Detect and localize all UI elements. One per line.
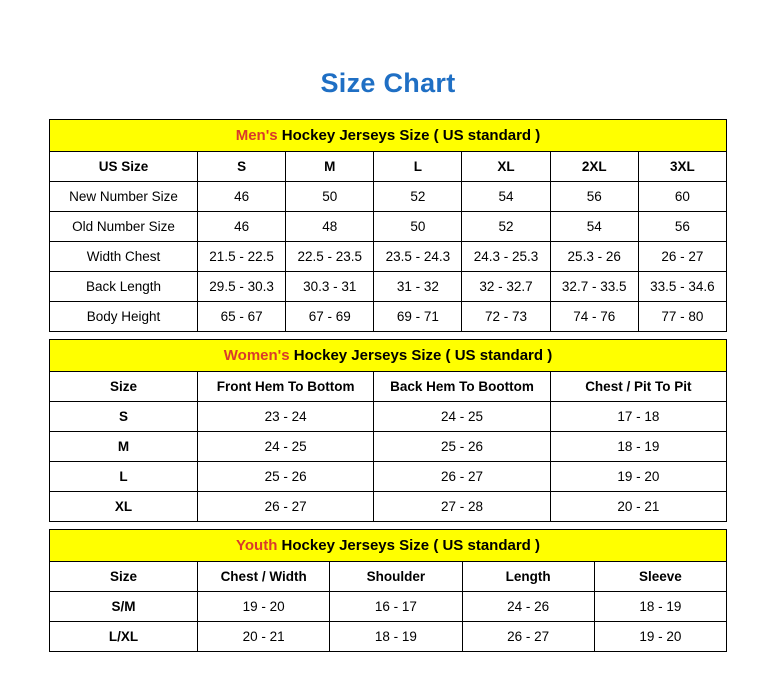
mens-col-2: M: [286, 152, 374, 182]
youth-col-0: Size: [50, 562, 198, 592]
table-row: [50, 432, 727, 462]
womens-row-1-val-2: 18 - 19: [550, 432, 726, 462]
womens-section-header: [50, 340, 727, 372]
youth-row-0-val-0: 19 - 20: [198, 592, 330, 622]
womens-row-1-label: M: [50, 432, 198, 462]
womens-column-header-row: [50, 372, 727, 402]
youth-row-1-val-3: 19 - 20: [594, 622, 726, 652]
youth-col-4: Sleeve: [594, 562, 726, 592]
mens-row-2-val-5: 26 - 27: [638, 242, 726, 272]
table-row: [50, 462, 727, 492]
table-row: [50, 492, 727, 522]
page-title: Size Chart: [320, 68, 456, 98]
mens-row-3-label: Back Length: [50, 272, 198, 302]
mens-row-0-val-4: 56: [550, 182, 638, 212]
mens-row-3-val-3: 32 - 32.7: [462, 272, 550, 302]
womens-row-0-val-1: 24 - 25: [374, 402, 550, 432]
mens-row-1-val-4: 54: [550, 212, 638, 242]
mens-row-0-val-0: 46: [198, 182, 286, 212]
mens-row-3-val-2: 31 - 32: [374, 272, 462, 302]
mens-section-accent: Men's: [235, 127, 278, 144]
mens-row-4-val-3: 72 - 73: [462, 302, 550, 332]
womens-col-2: Back Hem To Boottom: [374, 372, 550, 402]
womens-section-rest: Hockey Jerseys Size ( US standard ): [289, 347, 553, 364]
womens-row-2-label: L: [50, 462, 198, 492]
womens-section-accent: Women's: [223, 347, 290, 364]
mens-col-1: S: [198, 152, 286, 182]
table-row: [50, 212, 727, 242]
mens-row-1-val-5: 56: [638, 212, 726, 242]
womens-row-3-val-0: 26 - 27: [198, 492, 374, 522]
mens-row-2-val-1: 22.5 - 23.5: [286, 242, 374, 272]
mens-row-4-val-5: 77 - 80: [638, 302, 726, 332]
womens-row-0-label: S: [50, 402, 198, 432]
youth-section-rest: Hockey Jerseys Size ( US standard ): [277, 537, 540, 554]
mens-row-3-val-1: 30.3 - 31: [286, 272, 374, 302]
mens-col-6: 3XL: [638, 152, 726, 182]
mens-col-0: US Size: [50, 152, 198, 182]
mens-row-0-val-5: 60: [638, 182, 726, 212]
mens-row-4-val-2: 69 - 71: [374, 302, 462, 332]
mens-row-0-label: New Number Size: [50, 182, 198, 212]
womens-row-3-label: XL: [50, 492, 198, 522]
mens-section-header-row: [50, 120, 727, 152]
spacer-women-youth: [49, 522, 727, 529]
womens-row-3-val-1: 27 - 28: [374, 492, 550, 522]
womens-row-1-val-0: 24 - 25: [198, 432, 374, 462]
youth-section-header-row: [50, 530, 727, 562]
mens-row-4-val-4: 74 - 76: [550, 302, 638, 332]
mens-row-2-val-0: 21.5 - 22.5: [198, 242, 286, 272]
table-row: [50, 272, 727, 302]
spacer-men-women: [49, 332, 727, 339]
mens-row-2-val-4: 25.3 - 26: [550, 242, 638, 272]
youth-row-0-val-1: 16 - 17: [330, 592, 462, 622]
youth-section-accent: Youth: [236, 537, 278, 554]
womens-col-3: Chest / Pit To Pit: [550, 372, 726, 402]
mens-row-1-val-3: 52: [462, 212, 550, 242]
table-row: [50, 182, 727, 212]
table-row: [50, 622, 727, 652]
mens-section-rest: Hockey Jerseys Size ( US standard ): [277, 127, 541, 144]
mens-row-4-label: Body Height: [50, 302, 198, 332]
mens-row-3-val-5: 33.5 - 34.6: [638, 272, 726, 302]
youth-row-1-val-1: 18 - 19: [330, 622, 462, 652]
youth-row-0-label: S/M: [50, 592, 198, 622]
youth-column-header-row: [50, 562, 727, 592]
youth-col-1: Chest / Width: [198, 562, 330, 592]
womens-row-0-val-2: 17 - 18: [550, 402, 726, 432]
mens-row-3-val-0: 29.5 - 30.3: [198, 272, 286, 302]
youth-section-header: [50, 530, 727, 562]
mens-row-1-val-0: 46: [198, 212, 286, 242]
mens-size-table: [49, 119, 727, 332]
youth-size-table: [49, 529, 727, 652]
mens-row-3-val-4: 32.7 - 33.5: [550, 272, 638, 302]
size-tables: [49, 119, 727, 652]
mens-row-2-val-3: 24.3 - 25.3: [462, 242, 550, 272]
mens-section-header: [50, 120, 727, 152]
womens-col-0: Size: [50, 372, 198, 402]
mens-col-5: 2XL: [550, 152, 638, 182]
mens-row-4-val-0: 65 - 67: [198, 302, 286, 332]
mens-col-4: XL: [462, 152, 550, 182]
womens-row-2-val-2: 19 - 20: [550, 462, 726, 492]
youth-row-0-val-3: 18 - 19: [594, 592, 726, 622]
youth-row-1-val-0: 20 - 21: [198, 622, 330, 652]
mens-row-0-val-3: 54: [462, 182, 550, 212]
mens-row-1-val-2: 50: [374, 212, 462, 242]
youth-col-3: Length: [462, 562, 594, 592]
youth-row-1-val-2: 26 - 27: [462, 622, 594, 652]
womens-row-2-val-0: 25 - 26: [198, 462, 374, 492]
mens-row-2-label: Width Chest: [50, 242, 198, 272]
mens-column-header-row: [50, 152, 727, 182]
mens-row-1-val-1: 48: [286, 212, 374, 242]
mens-col-3: L: [374, 152, 462, 182]
womens-row-0-val-0: 23 - 24: [198, 402, 374, 432]
table-row: [50, 402, 727, 432]
mens-row-2-val-2: 23.5 - 24.3: [374, 242, 462, 272]
womens-row-3-val-2: 20 - 21: [550, 492, 726, 522]
mens-row-0-val-1: 50: [286, 182, 374, 212]
table-row: [50, 592, 727, 622]
youth-col-2: Shoulder: [330, 562, 462, 592]
mens-row-1-label: Old Number Size: [50, 212, 198, 242]
table-row: [50, 242, 727, 272]
womens-size-table: [49, 339, 727, 522]
womens-section-header-row: [50, 340, 727, 372]
womens-row-2-val-1: 26 - 27: [374, 462, 550, 492]
table-row: [50, 302, 727, 332]
womens-col-1: Front Hem To Bottom: [198, 372, 374, 402]
youth-row-0-val-2: 24 - 26: [462, 592, 594, 622]
mens-row-0-val-2: 52: [374, 182, 462, 212]
youth-row-1-label: L/XL: [50, 622, 198, 652]
mens-row-4-val-1: 67 - 69: [286, 302, 374, 332]
womens-row-1-val-1: 25 - 26: [374, 432, 550, 462]
